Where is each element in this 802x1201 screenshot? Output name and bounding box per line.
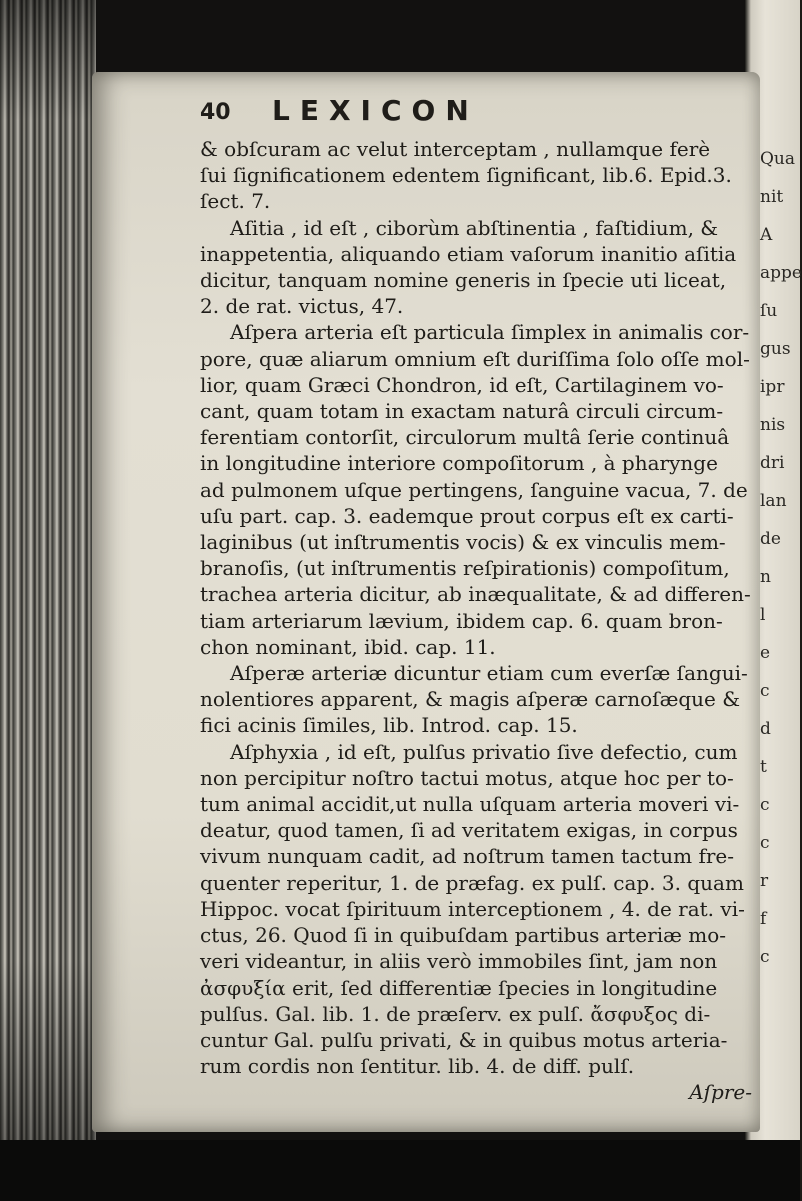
text-line: chon nominant, ibid. cap. 11. xyxy=(200,634,496,659)
facing-fragment: c xyxy=(760,681,770,701)
text-line: rum cordis non ſentitur. lib. 4. de diff. pulſ. xyxy=(200,1054,635,1079)
facing-fragment: A xyxy=(760,225,773,245)
facing-fragment: nis xyxy=(760,415,786,435)
text-line: Aſphyxia , id eſt, pulſus privatio ſive defectio, cum xyxy=(230,739,738,764)
text-line: ctus, 26. Quod ſi in quibuſdam partibus arteriæ mo- xyxy=(200,923,727,948)
text-line: Aſitia , id eſt , ciborùm abſtinentia , faſtidium, & xyxy=(230,215,719,240)
text-line: ſect. 7. xyxy=(200,189,271,214)
text-line: pulſus. Gal. lib. 1. de præſerv. ex pulſ. ἄσφυξος di- xyxy=(200,1001,711,1026)
catchword: Aſpre- xyxy=(689,1080,752,1105)
facing-fragment: de xyxy=(760,529,781,549)
facing-fragment: lan xyxy=(760,491,787,511)
text-line: ἀσφυξία erit, ſed differentiæ ſpecies in longitudine xyxy=(200,975,718,1000)
facing-fragment: nit xyxy=(760,187,784,207)
facing-fragment: Qua xyxy=(760,149,796,169)
running-title: LEXICON xyxy=(272,94,479,127)
text-line: trachea arteria dicitur, ab inæqualitate, & ad differen- xyxy=(200,582,751,607)
text-line: Aſperæ arteriæ dicuntur etiam cum everſæ ſangui- xyxy=(230,661,748,686)
text-line: & obſcuram ac velut interceptam , nullamque ferè xyxy=(200,137,711,161)
text-line: quenter reperitur, 1. de præfag. ex pulſ. cap. 3. quam xyxy=(200,870,744,895)
text-line: cant, quam totam in exactam naturâ circuli circum- xyxy=(200,399,724,424)
facing-fragment: d xyxy=(760,719,771,739)
text-line: Hippoc. vocat ſpirituum interceptionem , 4. de rat. vi- xyxy=(200,896,745,921)
text-line: laginibus (ut inſtrumentis vocis) & ex vinculis mem- xyxy=(200,530,726,555)
text-line: in longitudine interiore compoſitorum , à pharynge xyxy=(200,451,718,476)
facing-page-text xyxy=(760,140,802,967)
facing-fragment: dri xyxy=(760,453,785,473)
facing-fragment: r xyxy=(760,871,769,891)
text-line: branoſis, (ut inſtrumentis reſpirationis) compoſitum, xyxy=(200,556,730,581)
facing-fragment: c xyxy=(760,795,770,815)
text-line: ſui ſignificationem edentem ſignificant, lib.6. Epid.3. xyxy=(200,163,732,188)
text-line: dicitur, tanquam nomine generis in ſpecie uti liceat, xyxy=(200,268,727,293)
text-line: non percipitur noſtro tactui motus, atque hoc per to- xyxy=(200,765,734,790)
text-line: tum animal accidit,ut nulla uſquam arteria moveri vi- xyxy=(200,792,740,817)
text-line: vivum nunquam cadit, ad noſtrum tamen tactum fre- xyxy=(200,844,735,869)
facing-fragment: f xyxy=(760,909,767,929)
facing-fragment: c xyxy=(760,947,770,967)
background-shadow xyxy=(0,1140,800,1201)
facing-fragment: c xyxy=(760,833,770,853)
facing-fragment: e xyxy=(760,643,771,663)
text-line: ad pulmonem uſque pertingens, ſanguine vacua, 7. de xyxy=(200,477,748,502)
page-header xyxy=(200,94,760,136)
page-content xyxy=(200,94,760,1106)
facing-fragment: t xyxy=(760,757,767,777)
facing-fragment: gus xyxy=(760,339,791,359)
facing-fragment: n xyxy=(760,567,771,587)
text-line: lior, quam Græci Chondron, id eſt, Cartilaginem vo- xyxy=(200,372,724,397)
text-line: ferentiam contorſit, circulorum multâ ſerie continuâ xyxy=(200,425,730,450)
facing-fragment: appe xyxy=(760,263,802,283)
text-line: fici acinis ſimiles, lib. Introd. cap. 15. xyxy=(200,713,578,738)
facing-fragment: ſu xyxy=(760,301,778,321)
text-line: inappetentia, aliquando etiam vaſorum inanitio aſitia xyxy=(200,241,737,266)
text-line: tiam arteriarum lævium, ibidem cap. 6. quam bron- xyxy=(200,608,723,633)
book-edge-left xyxy=(0,0,96,1201)
lexicon-entries xyxy=(200,136,760,1079)
text-line: deatur, quod tamen, ſi ad veritatem exigas, in corpus xyxy=(200,818,738,843)
facing-fragment: l xyxy=(760,605,766,625)
text-line: nolentiores apparent, & magis aſperæ carnoſæque & xyxy=(200,687,741,712)
text-line: 2. de rat. victus, 47. xyxy=(200,294,404,319)
text-line: veri videantur, in aliis verò immobiles ſint, jam non xyxy=(200,949,718,974)
text-line: cuntur Gal. pulſu privati, & in quibus motus arteria- xyxy=(200,1027,728,1052)
page-number: 40 xyxy=(200,100,231,125)
facing-fragment: ipr xyxy=(760,377,785,397)
text-line: pore, quæ aliarum omnium eſt duriſſima ſolo oſſe mol- xyxy=(200,346,750,371)
text-line: uſu part. cap. 3. eademque prout corpus eſt ex carti- xyxy=(200,503,734,528)
text-line: Aſpera arteria eſt particula ſimplex in animalis cor- xyxy=(230,320,750,345)
